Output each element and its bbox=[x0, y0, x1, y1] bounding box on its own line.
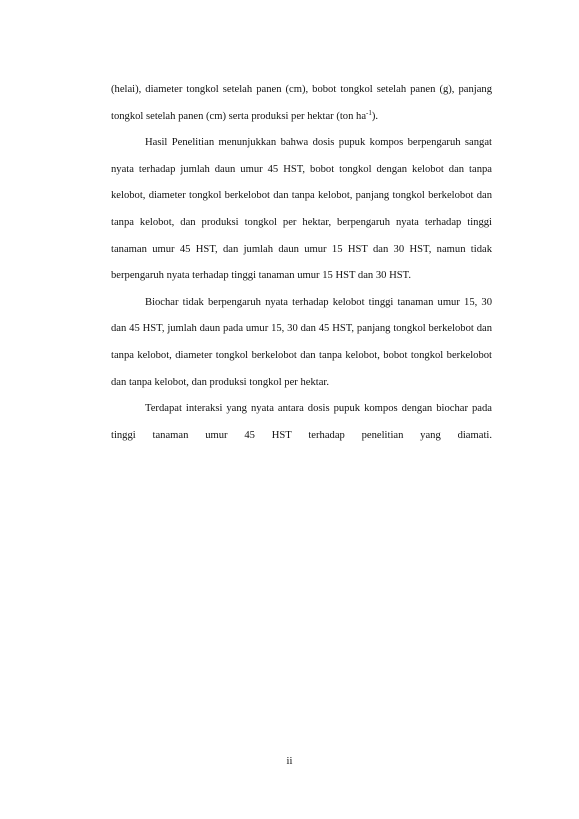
body-text bbox=[111, 77, 492, 449]
page-number: ii bbox=[286, 756, 293, 767]
paragraph-1 bbox=[111, 77, 492, 130]
paragraph-1-tail: ). bbox=[371, 110, 379, 122]
paragraph-4: Terdapat interaksi yang nyata antara dosis pupuk kompos dengan biochar pada tinggi tanaman umur 45 HST terhadap penelitian yang diamati. bbox=[111, 403, 492, 441]
paragraph-3: Biochar tidak berpengaruh nyata terhadap kelobot tinggi tanaman umur 15, 30 dan 45 HST, jumlah daun pada umur 15, 30 dan 45 HST, panjang tongkol berkelobot dan tanpa kelobot, diameter tongkol berkelobot dan tanpa kelobot, bobot tongkol berkelobot dan tanpa kelobot, dan produksi tongkol per hektar. bbox=[111, 296, 492, 388]
paragraph-2: Hasil Penelitian menunjukkan bahwa dosis pupuk kompos berpengaruh sangat nyata terhadap jumlah daun umur 45 HST, bobot tongkol dengan kelobot dan tanpa kelobot, diameter tongkol berkelobot dan tanpa kelobot, panjang tongkol berkelobot dan tanpa kelobot, dan produksi tongkol per hektar, berpengaruh nyata terhadap tinggi tanaman umur 45 HST, dan jumlah daun umur 15 HST dan 30 HST, namun tidak berpengaruh nyata terhadap tinggi tanaman umur 15 HST dan 30 HST. bbox=[111, 137, 492, 282]
superscript-minus-one: -1 bbox=[366, 108, 372, 117]
paragraph-1-text: (helai), diameter tongkol setelah panen (cm), bobot tongkol setelah panen (g), panjang tongkol setelah panen (cm) serta produksi per hektar (ton ha bbox=[111, 84, 492, 122]
